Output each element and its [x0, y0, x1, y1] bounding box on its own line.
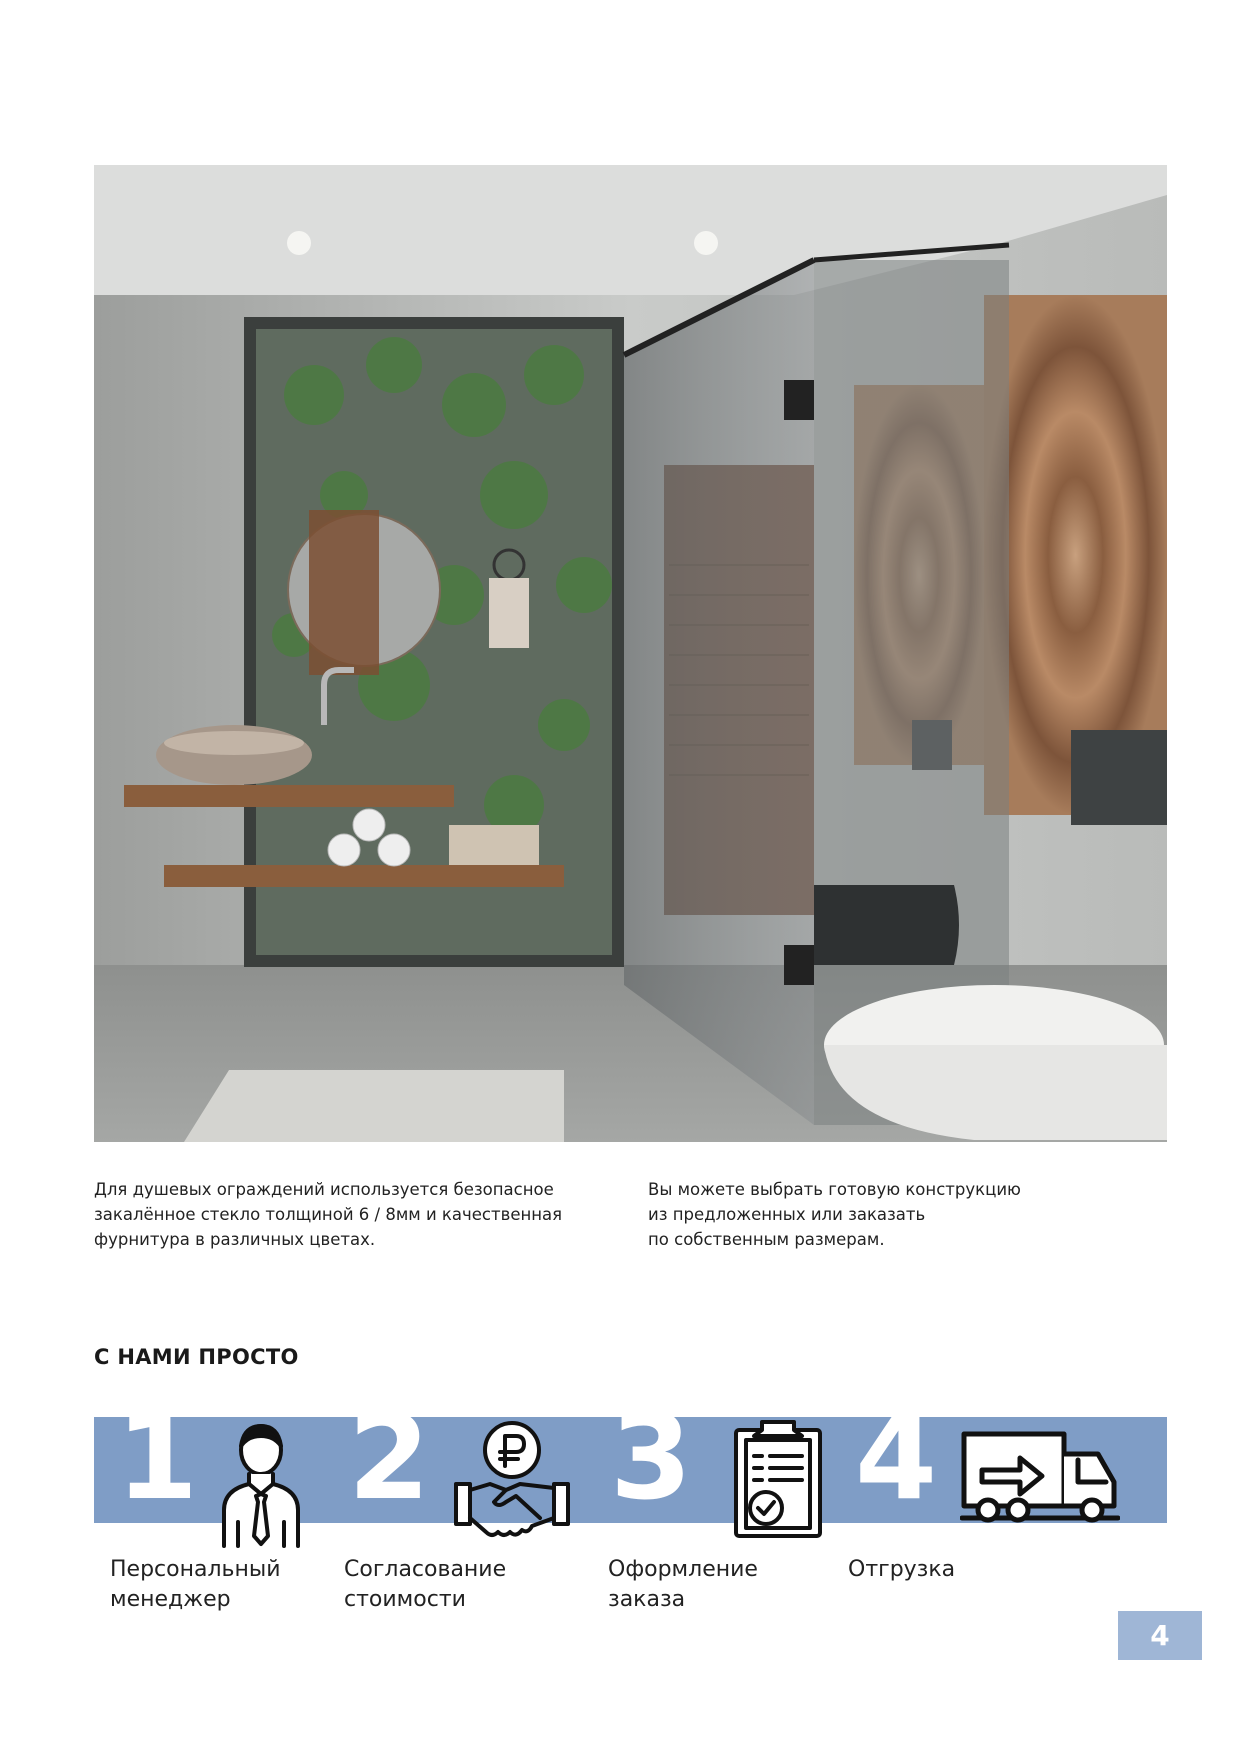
step-label-3: Оформление заказа: [608, 1557, 758, 1612]
step-number-4: 4: [855, 1388, 938, 1526]
hero-photo: [94, 165, 1167, 1142]
step-number-2: 2: [348, 1388, 431, 1526]
step-label-4: Отгрузка: [848, 1557, 956, 1582]
handshake-ruble-icon: [452, 1418, 572, 1552]
clipboard-check-icon: [732, 1418, 824, 1544]
step-number-3: 3: [610, 1388, 693, 1526]
manager-icon: [216, 1418, 306, 1552]
intro-left-paragraph: Для душевых ограждений используется безопасное закалённое стекло толщиной 6 / 8мм и качественная фурнитура в различных цветах.: [94, 1180, 563, 1249]
intro-right-paragraph: Вы можете выбрать готовую конструкцию из предложенных или заказать по собственным размерам.: [648, 1180, 1021, 1249]
step-label-1: Персональный менеджер: [110, 1557, 281, 1612]
section-title: С НАМИ ПРОСТО: [94, 1345, 299, 1369]
delivery-truck-icon: [960, 1430, 1120, 1534]
step-label-2: Согласование стоимости: [344, 1557, 507, 1612]
page-number-badge: 4: [1118, 1611, 1202, 1660]
step-number-1: 1: [116, 1388, 199, 1526]
